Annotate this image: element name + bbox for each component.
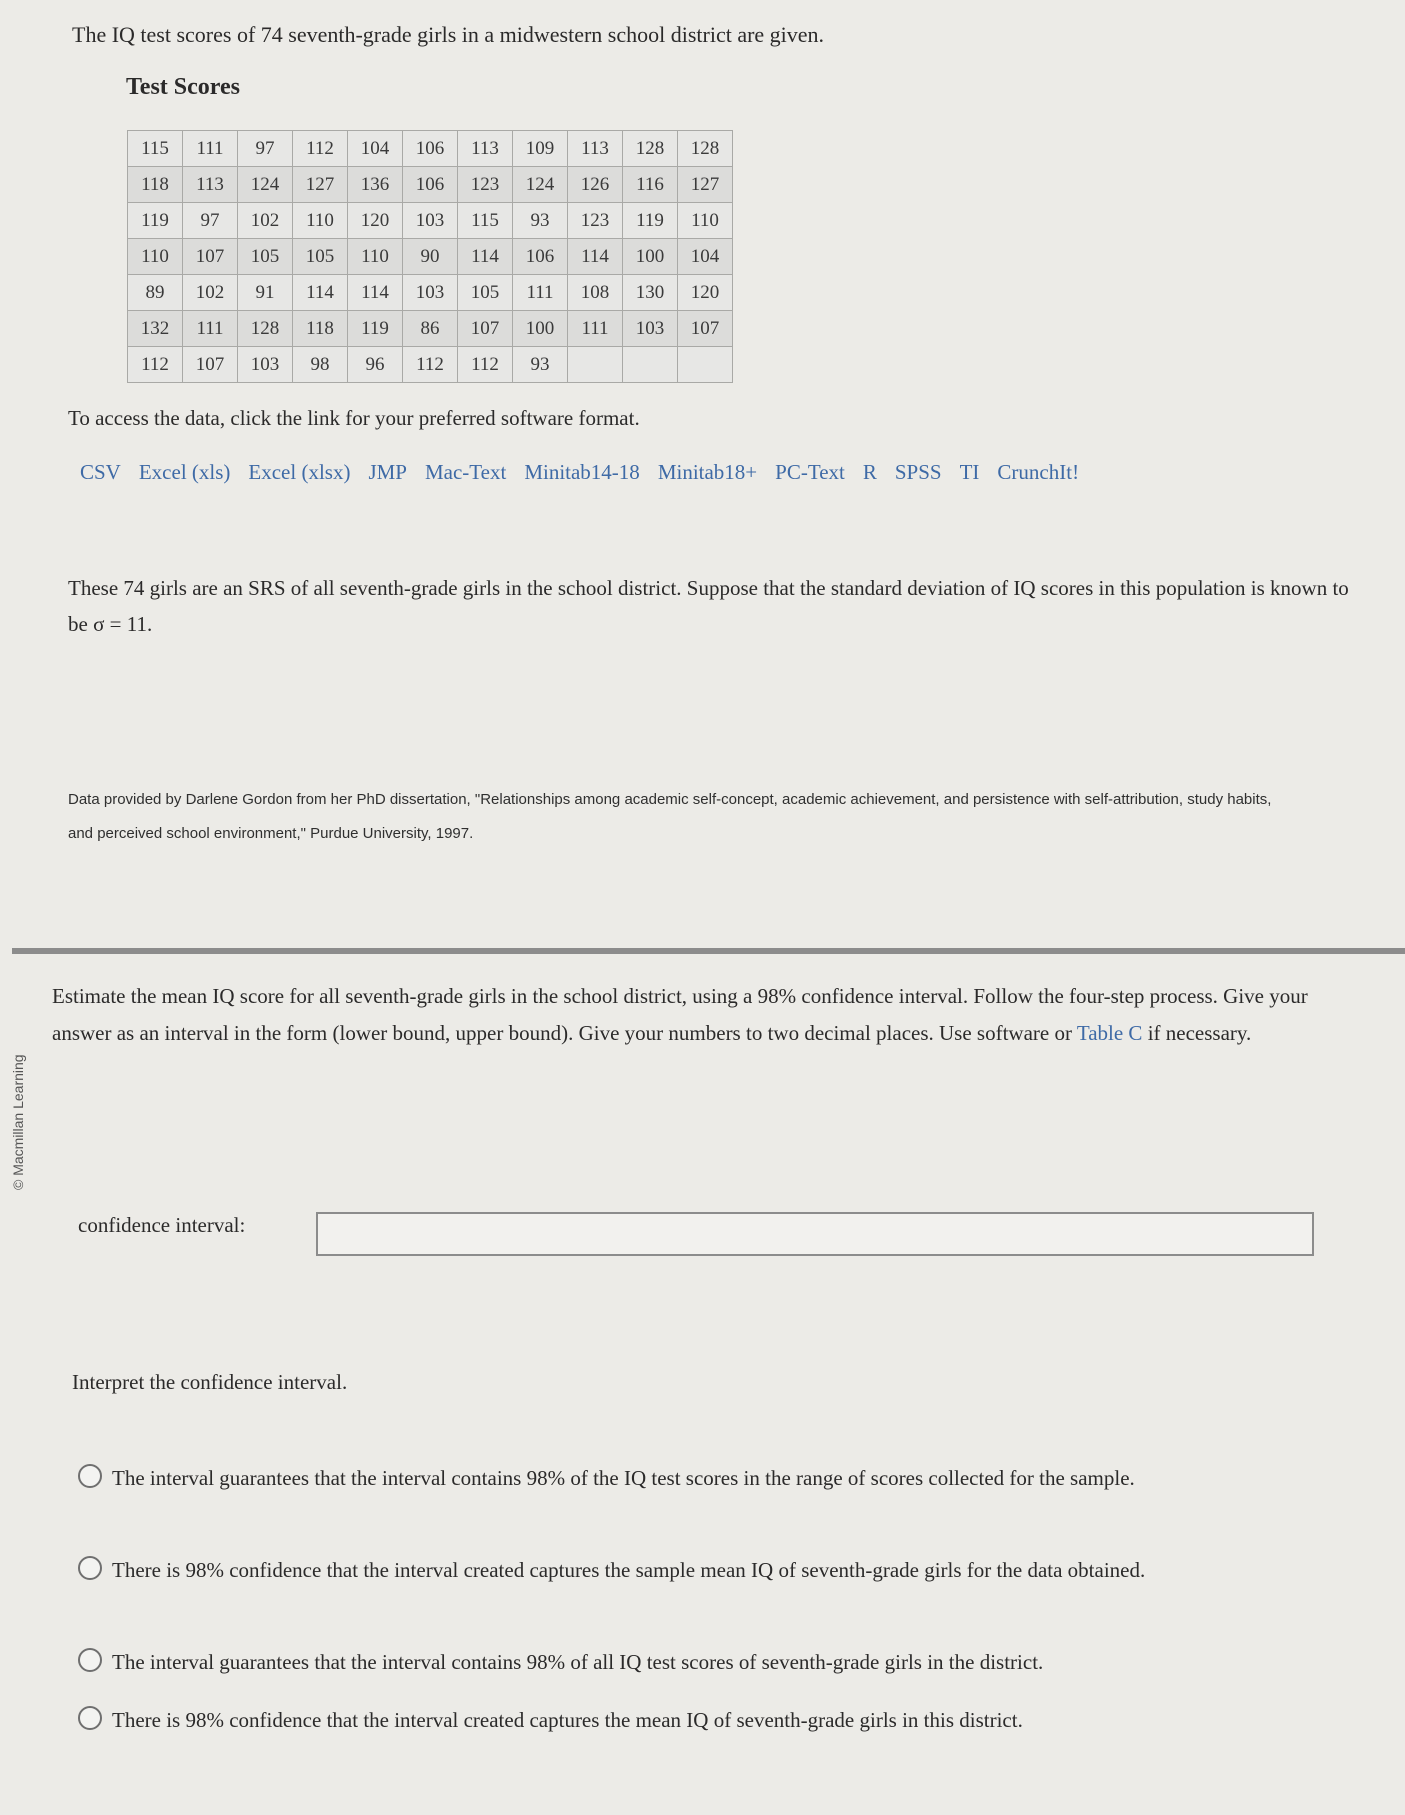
table-cell: 128 xyxy=(678,131,733,167)
link-spss[interactable]: SPSS xyxy=(894,460,942,484)
table-cell: 116 xyxy=(623,167,678,203)
table-cell: 108 xyxy=(568,275,623,311)
table-cell: 86 xyxy=(403,311,458,347)
table-cell: 127 xyxy=(293,167,348,203)
table-cell: 106 xyxy=(403,131,458,167)
table-cell: 107 xyxy=(183,347,238,383)
table-cell: 111 xyxy=(183,311,238,347)
table-cell: 104 xyxy=(348,131,403,167)
table-cell: 114 xyxy=(293,275,348,311)
table-row xyxy=(128,167,733,203)
table-cell: 110 xyxy=(293,203,348,239)
table-cell: 113 xyxy=(568,131,623,167)
table-cell: 114 xyxy=(458,239,513,275)
table-cell: 105 xyxy=(293,239,348,275)
option-1[interactable] xyxy=(78,1460,1272,1496)
link-excel-xls[interactable]: Excel (xls) xyxy=(138,460,231,484)
intro-text: The IQ test scores of 74 seventh-grade girls in a midwestern school district are given. xyxy=(72,22,825,47)
table-cell: 89 xyxy=(128,275,183,311)
table-cell: 110 xyxy=(128,239,183,275)
table-cell: 110 xyxy=(678,203,733,239)
table-cell: 97 xyxy=(183,203,238,239)
table-cell: 112 xyxy=(293,131,348,167)
table-cell: 98 xyxy=(293,347,348,383)
table-cell: 91 xyxy=(238,275,293,311)
table-cell: 103 xyxy=(623,311,678,347)
question-text-before: Estimate the mean IQ score for all seventh-grade girls in the school district, using a 98% confidence interval. Follow the four-step process. Give your answer as an interval in the form (lower bound, upper bound). Give your numbers to two decimal places. Use software or xyxy=(52,984,1308,1045)
access-text: To access the data, click the link for your preferred software format. xyxy=(68,406,640,430)
table-cell: 100 xyxy=(623,239,678,275)
table-cell: 132 xyxy=(128,311,183,347)
radio-button[interactable] xyxy=(78,1464,102,1488)
link-r[interactable]: R xyxy=(862,460,877,484)
option-3[interactable] xyxy=(78,1644,1272,1680)
table-cell: 115 xyxy=(128,131,183,167)
table-cell: 126 xyxy=(568,167,623,203)
link-minitab18[interactable]: Minitab18+ xyxy=(657,460,758,484)
copyright-label: © Macmillan Learning xyxy=(10,1054,26,1190)
table-cell: 120 xyxy=(678,275,733,311)
table-row xyxy=(128,131,733,167)
table-cell: 136 xyxy=(348,167,403,203)
table-cell: 105 xyxy=(238,239,293,275)
link-minitab14-18[interactable]: Minitab14-18 xyxy=(524,460,640,484)
table-cell: 100 xyxy=(513,311,568,347)
link-csv[interactable]: CSV xyxy=(80,460,121,484)
option-label: There is 98% confidence that the interval created captures the sample mean IQ of seventh-grade girls for the data obtained. xyxy=(112,1558,1146,1582)
option-4[interactable] xyxy=(78,1702,1272,1738)
table-cell: 120 xyxy=(348,203,403,239)
radio-button[interactable] xyxy=(78,1648,102,1672)
table-cell: 118 xyxy=(128,167,183,203)
table-cell: 123 xyxy=(458,167,513,203)
table-cell: 104 xyxy=(678,239,733,275)
srs-text: These 74 girls are an SRS of all seventh-grade girls in the school district. Suppose that the standard deviation of IQ scores in this population is known to be σ = 11. xyxy=(68,576,1349,636)
table-cell: 111 xyxy=(513,275,568,311)
option-label: The interval guarantees that the interval contains 98% of the IQ test scores in the range of scores collected for the sample. xyxy=(112,1466,1135,1490)
table-row xyxy=(128,347,733,383)
table-cell: 124 xyxy=(238,167,293,203)
table-cell: 113 xyxy=(183,167,238,203)
section-divider xyxy=(12,948,1405,954)
table-cell: 123 xyxy=(568,203,623,239)
table-cell: 118 xyxy=(293,311,348,347)
download-links xyxy=(80,460,1079,485)
table-cell: 106 xyxy=(403,167,458,203)
confidence-interval-input[interactable] xyxy=(316,1212,1314,1256)
table-row xyxy=(128,311,733,347)
question-text-after: if necessary. xyxy=(1142,1021,1252,1045)
radio-button[interactable] xyxy=(78,1706,102,1730)
table-cell xyxy=(678,347,733,383)
link-jmp[interactable]: JMP xyxy=(368,460,407,484)
table-cell: 111 xyxy=(183,131,238,167)
table-cell: 114 xyxy=(568,239,623,275)
table-cell: 128 xyxy=(238,311,293,347)
table-cell: 111 xyxy=(568,311,623,347)
table-cell: 127 xyxy=(678,167,733,203)
table-cell: 93 xyxy=(513,203,568,239)
table-cell: 110 xyxy=(348,239,403,275)
radio-button[interactable] xyxy=(78,1556,102,1580)
link-pc-text[interactable]: PC-Text xyxy=(775,460,845,484)
table-title: Test Scores xyxy=(126,74,240,100)
table-cell: 107 xyxy=(678,311,733,347)
table-cell: 130 xyxy=(623,275,678,311)
table-cell: 103 xyxy=(403,203,458,239)
table-cell: 103 xyxy=(403,275,458,311)
table-cell: 93 xyxy=(513,347,568,383)
table-c-link[interactable]: Table C xyxy=(1076,1021,1143,1045)
ci-label: confidence interval: xyxy=(78,1213,246,1237)
interpret-prompt: Interpret the confidence interval. xyxy=(72,1370,348,1394)
table-cell: 109 xyxy=(513,131,568,167)
table-cell: 106 xyxy=(513,239,568,275)
option-label: The interval guarantees that the interval contains 98% of all IQ test scores of seventh-grade girls in the district. xyxy=(112,1650,1044,1674)
table-cell: 119 xyxy=(348,311,403,347)
table-cell: 128 xyxy=(623,131,678,167)
table-cell: 112 xyxy=(403,347,458,383)
table-cell: 114 xyxy=(348,275,403,311)
table-cell: 102 xyxy=(238,203,293,239)
link-crunchit[interactable]: CrunchIt! xyxy=(997,460,1080,484)
table-row xyxy=(128,203,733,239)
table-cell: 103 xyxy=(238,347,293,383)
table-cell: 112 xyxy=(458,347,513,383)
option-label: There is 98% confidence that the interval created captures the mean IQ of seventh-grade girls in this district. xyxy=(112,1708,1023,1732)
table-cell: 112 xyxy=(128,347,183,383)
link-excel-xlsx[interactable]: Excel (xlsx) xyxy=(248,460,351,484)
table-cell: 97 xyxy=(238,131,293,167)
table-cell xyxy=(623,347,678,383)
table-cell: 107 xyxy=(458,311,513,347)
table-cell: 90 xyxy=(403,239,458,275)
table-cell: 115 xyxy=(458,203,513,239)
question-text xyxy=(52,978,1372,1052)
table-cell: 96 xyxy=(348,347,403,383)
table-cell: 102 xyxy=(183,275,238,311)
table-cell xyxy=(568,347,623,383)
table-row xyxy=(128,275,733,311)
table-cell: 119 xyxy=(623,203,678,239)
link-ti[interactable]: TI xyxy=(959,460,980,484)
link-mac-text[interactable]: Mac-Text xyxy=(424,460,507,484)
table-row xyxy=(128,239,733,275)
data-citation: Data provided by Darlene Gordon from her PhD dissertation, "Relationships among academic self-concept, academic achievement, and persistence with self-attribution, study habits, and perceived school environment," Purdue University, 1997. xyxy=(68,791,1272,842)
scores-table xyxy=(127,130,733,383)
table-cell: 113 xyxy=(458,131,513,167)
table-cell: 105 xyxy=(458,275,513,311)
table-cell: 119 xyxy=(128,203,183,239)
option-2[interactable] xyxy=(78,1552,1272,1588)
table-cell: 124 xyxy=(513,167,568,203)
table-cell: 107 xyxy=(183,239,238,275)
